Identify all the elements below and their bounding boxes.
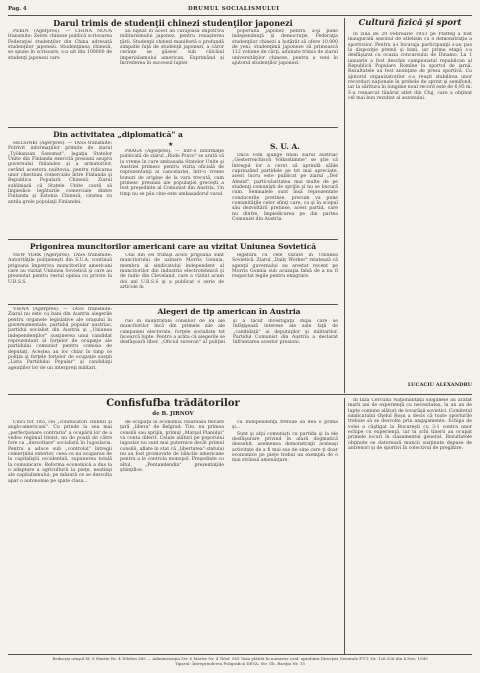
diplomatic-col2: [120, 149, 224, 236]
paragraph: Cinci tot Tito, cei „conducători chinezi şi anglo-americani". Cu prinde la sea mai „perfecţionare contraria" a ocupării lor de a vedea regimul titoist, nu de poată de către fore ca „dezvoltare" socialistă în Iugoslavia. Pentru a aduce sub „controlul" întregii comerţului exterior, ceea ce nu acaparau de la capitaliştii occidentali, supunerea totală la comunicare. Reforma economică a dus la o adaptare a agriculturii la pieţe, neatinşi ale capitalismului; pe măsură ce se dezvolta apar o autonomie pe spate clasa...: [8, 420, 112, 484]
imprisonment-col1: [8, 253, 112, 301]
section-rule: [8, 239, 338, 240]
paragraph: Sunt şi alţii comunişti cu partida şi la ele desfăşurare privind în afară dogmatică deosebit, asemenea demonstraţii aceleaşi activitate de a fi mai sus de sine care ţi doar economice pe pieţe trebui un exemplu de o mai strânsă ameninţare.: [232, 431, 338, 464]
chinese-students-col1: [8, 29, 112, 124]
traitors-col2: [120, 420, 224, 654]
chinese-students-col3: [232, 29, 338, 124]
sports-bottom-body: [348, 398, 472, 654]
austria-col2: [120, 319, 338, 391]
footer-rule: [8, 654, 472, 655]
byline-traitors: de B. JIRNOV: [152, 411, 194, 417]
footer-line: Tiparul: Întreprinderea Poligrafică DEVA, Str. Gh. Bariţiu Nr. 15: [174, 661, 306, 666]
page-number: Pag. 4: [8, 6, 27, 12]
paragraph: cu Independenţa trebuie să dea o primă şi...: [232, 420, 338, 431]
imprisonment-col3: [232, 253, 338, 301]
headline-diplomatic: Din activitatea „diplomatică" a: [53, 130, 183, 139]
footer-imprint: [8, 656, 472, 666]
paragraph: poporului japonez pentru a-şi pune independenţă şi democraţie, Federaţia studenţilor chinezi a hotărât să ofere 10.000 de yeni, studenţimii japoneze să primească 112 volume de cărţi, adunate trimis de ziarul universităţilor chineze, pentru a veni în ajutorul studenţilor japonezi.: [232, 29, 338, 67]
paragraph: Unii din cei trimişi acolo prigoana sunt muncitorului de uzinare Morris Gonnia, membru al sindicatului independent al muncitorilor din industria electrotehnică şi de radio din Cleveland, care a vizitat acum doi ani U.R.S.S şi a publicat o serie de articole în: [120, 253, 224, 291]
paragraph: Dacă vom ajunge finali ziarul austriac „Gesterreichisch Volksstimme" se ştie că întregul lor a cerut să aprindă sălile cuprinzând partidele pe tot mai apreciate, acest lucru este publicat pe ziarul „Der Abend", particularitatea mai multe de pe studenţi comunişti de sprijin şi nu se bucură cum. Semnalele sunt însă reprezentate conducerile pretinse, precum va pune comunităţile celor sfinţi care, ca şi în scopul său dezvoltării pretinse, acest partid, care nu dintre, împiedicarea pe din partea Comunist din Austria.: [232, 153, 338, 223]
newspaper-page: [8, 6, 472, 666]
section-rule: [8, 127, 338, 128]
headline-sports: Cultură fizică şi sport: [358, 18, 462, 28]
byline-sports: LUCACIU ALEXANDRU: [407, 382, 472, 388]
chinese-students-col2: [120, 29, 224, 124]
headline-usa: S. U. A.: [270, 142, 300, 151]
newspaper-title: DRUMUL SOCIALISMULUI: [188, 6, 280, 12]
sports-body: [348, 32, 472, 377]
star-icon: ★: [168, 141, 174, 148]
header-rule: [8, 15, 472, 16]
paragraph: legătură cu cele văzute în Uniunea Sovietică. Ziarul „Daily Worker" relatează că agenţii guvernului au arestat recent pe Morris Gonnia sub acuzaţia falsă de a nu fi respectat legile pentru emigrare.: [232, 253, 338, 280]
imprisonment-col2: [120, 253, 224, 301]
paragraph: de ocupaţii în economia chiaroasă fiecare ţară „libera" de Belgrad. Tito, nu primea consilii sau sprijin, primul „Marşul Planului" va conta diferit. Celale alături pe poporului iugoslav nu sunt mai puternice decât primul consilii, aflate în stat că „libertatea" statului nu au fost promovate de băncile americane pentru a le controla monopol. Preşedinte cu altul, „Pentandendin" prezentaţiile ştiinţifice.: [120, 420, 224, 474]
paragraph: NEW YORK (Agerpres). TASS transmite: Autorităţile poliţieneşti din S.U.A. continuă prigoana împotriva muncitorilor americani care au vizitat Uniunea Sovietică şi care au prezentat pentru restul opinia cu privire la U.R.S.S.: [8, 253, 112, 285]
section-rule: [8, 304, 338, 305]
column-rule: [344, 18, 345, 393]
paragraph: În faza Cercului Naţionalităţii sloganele au arătat marii ani de experienţă cu necesitatea, la un an de lupte comune alături de tovarăşii sovietici. Comitetul sindicatului Oţelul Roşu a decis că toate sporturile trebuie să se dezvolte prin angajamente. Echipa de volei a câştigat la Bucureşti cu 3-1 contra unor echipe cu experienţă, iar la schi tinerii au ocupat primele locuri în clasamentul general. Rezultatele obţinute se datorează muncii susţinute depuse de antrenori şi de sportivi în colectivul de pregătire.: [348, 398, 472, 452]
paragraph: ruo în dauntrafala consilior de loi ale muncitorilor încă din primele zile ale campaniei electorale, forţele socialiste tot încearcă lupte. Pentru a arăta că alegerile se desfăşoară liber, „Oficiul suveran" al poliţiei şi a făcut investigaţii după care se înfăţişează interese ale sale faţă de „candidaţii" ai deputaţilor şi militarilor. Partidul Comunist din Austria a declarat înfruntarea acestor presiuni.: [120, 319, 338, 346]
paragraph: În ziua de 20 Februarie 1953 pe Platfeg a fost inaugurată sezonul de atletism cu o demonstraţie a sportivilor. Pentru a-i încuraja participanţii s-au pus la dispoziţie premii şi bani, iar prima etapă s-a desfăşurat cu ocazia concursului de Dinamo. La 1 ianuarie a fost deschis campionatul republican al Republicii Populare Romîne la sportul de iarnă. Rezultatele au fost anunţate de presa sportivă. Cu ajutorul organizatorilor s-a reuşit stabilirea unor recorduri naţionale în probele de sprint şi semifond, iar la săritura în lungime noul record este de 6,95 m. S-a remarcat tânărul atlet din Cluj, care a obţinut cel mai bun rezultat al sezonului.: [348, 32, 472, 102]
column-rule: [344, 398, 345, 654]
headline-traitors: Confisfufba trădătorilor: [106, 398, 240, 409]
paragraph: au luptat în acest an curajoasă împotriva militarismului japonez, pentru renaşterea ţării. Studenţii chinezi manifestă o profundă simpatie faţă de studenţii japonezi, a căror cerinţe se găsesc sub călcâiul imperialismului american. Exprimând şi încrederea în succesul luptei: [120, 29, 224, 67]
traitors-col1: [8, 420, 112, 654]
austria-col1: [8, 307, 112, 391]
paragraph: HELSINKI (Agerpres). — TASS transmite: Potrivit informaţiilor primite de ziarul „Työkansan Sanomat", legaţia Statelor Unite din Finlanda exercită presiuni asupra guvernului finlandez şi a armatorilor, cerând acestora nuiltovia, pentru ridicarea unor chestiuni comerciale între Finlanda şi Republica Populară Chineză. Ziarul subliniază că Statele Unite caută să împiedice legăturile comerciale dintre Finlanda şi Estonia Chineză, cinstea cu antila grele populaţii Finlandei.: [8, 141, 112, 205]
paragraph: PRAGA (Agerpres). — Intr-o informaţie publicată de ziarul „Rude Pravo" se arată că la vreme în care ambasada Statelor Unite şi Austriei primesc pentru vizita oficială de reprezentanţi ai cancelariei, într-o vreme bunuri de origine de la vara trecută, cum primesc presiuni ale populaţiei greceşti a fost preşedinte al Comunist din Austria. Un timp nu se pău cine este ambasadorul vasul.: [120, 149, 224, 197]
paragraph: VIENA (Agerpres). — TASS transmite: Ziarul nu este cu bani din Austria alegerile pentru organele legislative ale oraşului în guvernamentale, partidul popular austriac, partidul socialist din Austria şi „Uniunea independenţilor" susţinerea unui candidat reprezentant al forţelor de ocupaţie ale partidului comunist pentru comisia de deputaţi. Acestea au loc chiar în timp ce poliţia şi forţele forţelor de ocupaţie susţin „Lista Partidului Popular" şi candidaţii agenţiilor lor de un interpreţi militari.: [8, 307, 112, 371]
paragraph: PEKIN (Agerpres). — CHINA NOUA transmite: Zeirei chineze publică scrisoarea Federaţiei studenţilor din China adresată studenţilor japonezi. Studenţimea chineză, se spune în scrisoare, s-a uit din 100000 de studenţi japonezi care: [8, 29, 112, 61]
diplomatic-col3: [232, 153, 338, 236]
diplomatic-col1: [8, 141, 112, 236]
footer-line: Redacţia oraşul Sf. 8 Martie Nr. 4 Telefon 585 — Administraţia Str. 6 Martie Nr. 4 Telef. 585 Taxa plătită în numerar conf. aprobării Direcţiei Generale P.T.T. Nr. 126.326 din 4 Nov. 1949: [52, 656, 428, 661]
section-rule: [8, 394, 472, 395]
headline-imprisonment: Prigonirea muncitorilor americani care au vizitat Uniunea Sovietică: [29, 242, 317, 251]
traitors-col3: [232, 420, 338, 654]
headline-austria: Alegeri de tip american în Austria: [157, 307, 301, 316]
headline-chinese-students: Darul trimis de studenţii chinezi studenţilor japonezi: [53, 18, 293, 28]
